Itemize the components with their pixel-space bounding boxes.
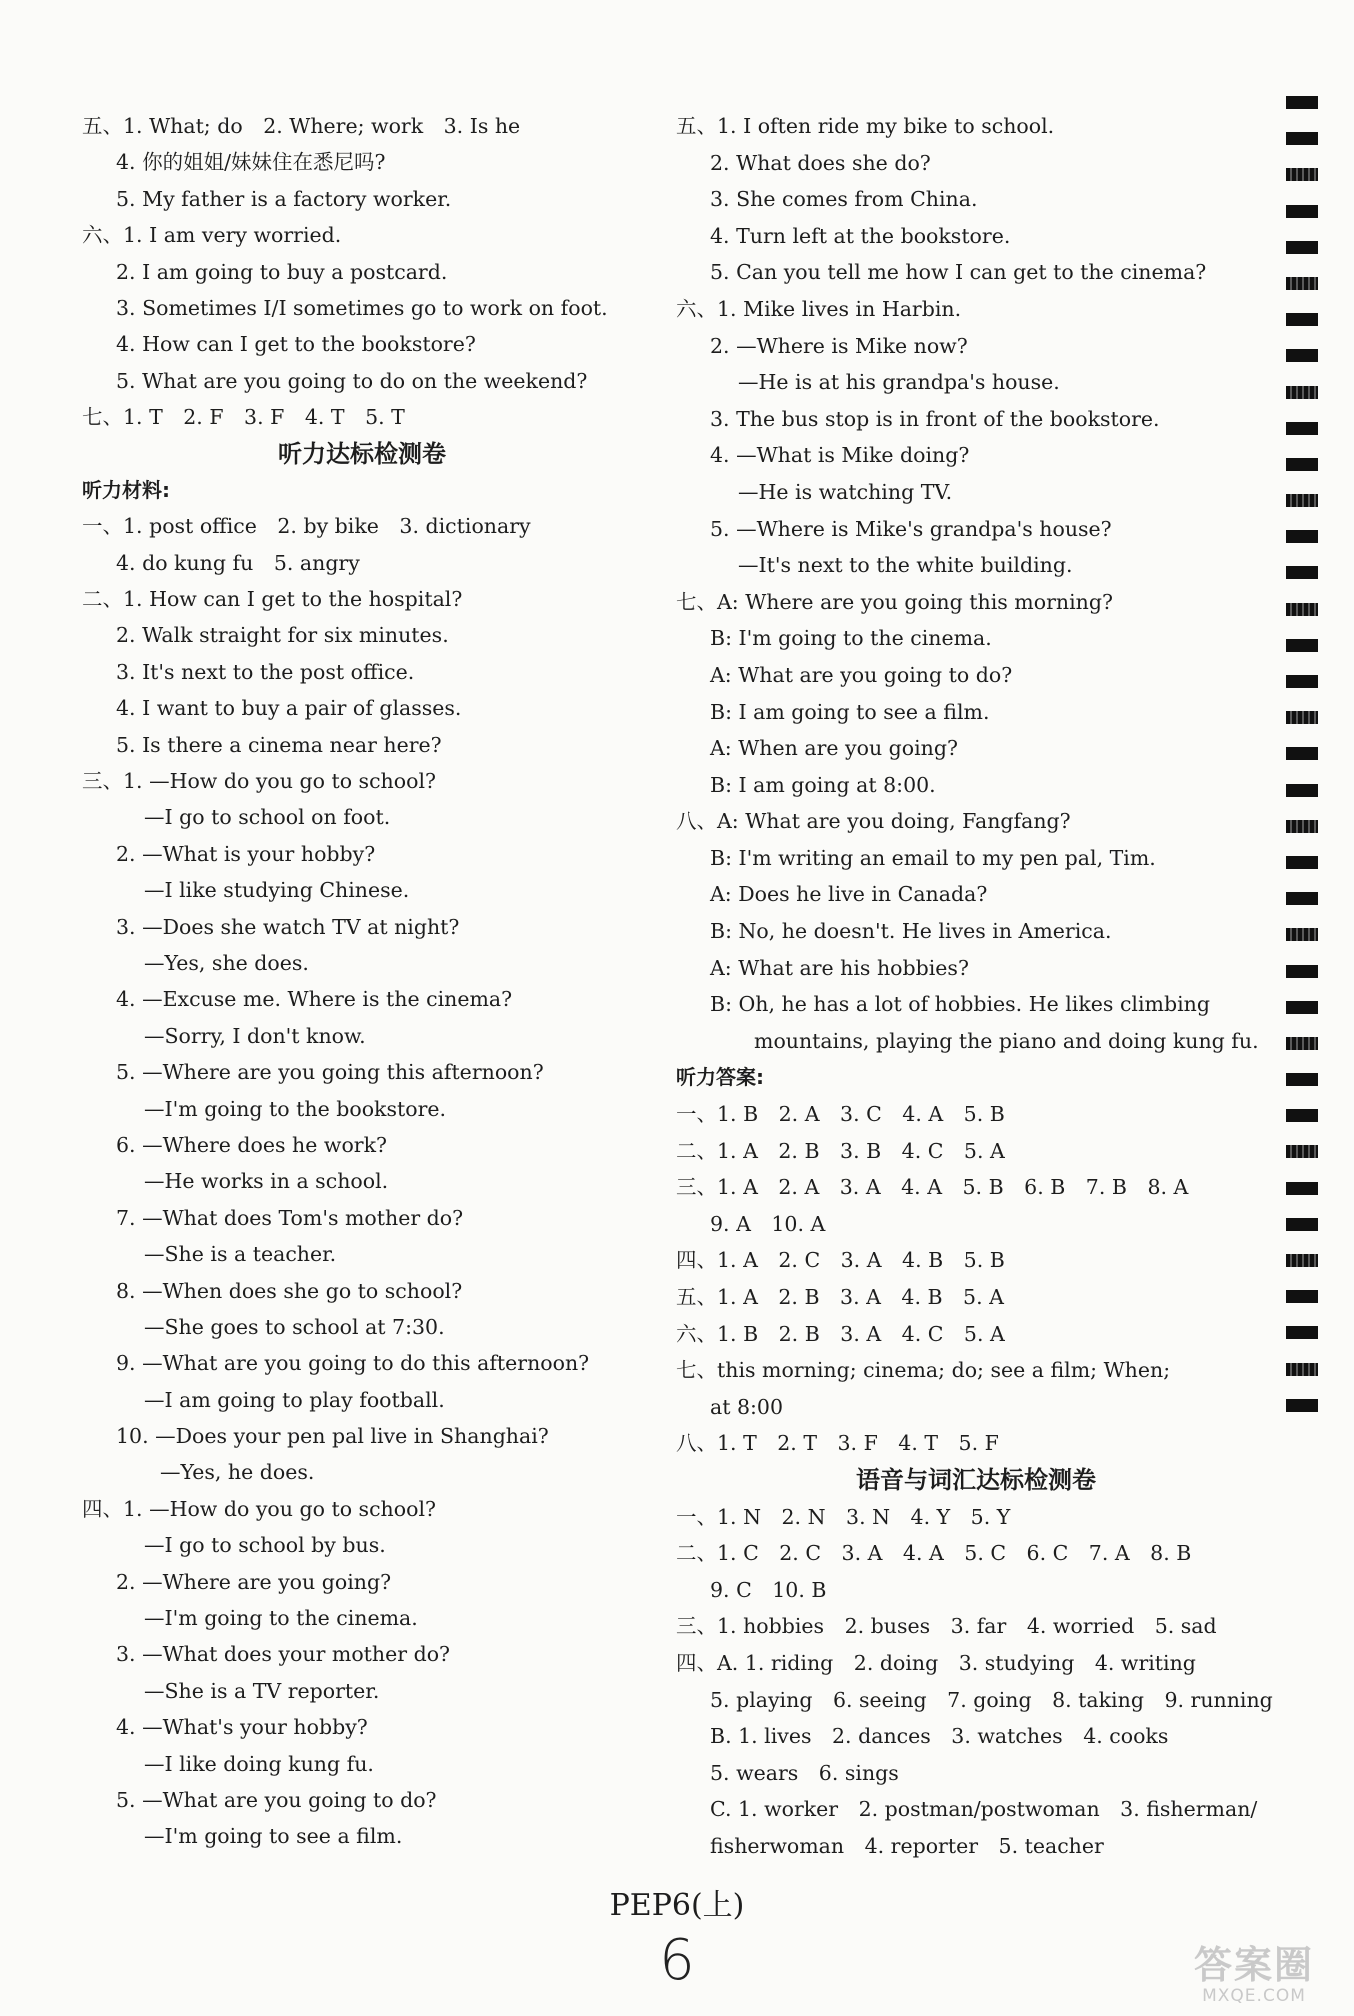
answer-line: 五、1. I often ride my bike to school. <box>676 114 1055 138</box>
answer-line: B: I'm going to the cinema. <box>710 626 992 651</box>
answer-line: —I go to school on foot. <box>144 805 391 830</box>
answer-line: —I like doing kung fu. <box>144 1751 374 1776</box>
answer-line: 3. Sometimes I/I sometimes go to work on foot. <box>116 295 608 320</box>
answer-line: —I go to school by bus. <box>144 1533 386 1558</box>
answer-line: 5. My father is a factory worker. <box>116 186 452 211</box>
answer-line: 5. Can you tell me how I can get to the cinema? <box>710 260 1207 285</box>
section-heading: 语音与词汇达标检测卷 <box>856 1465 1096 1494</box>
section-label: 听力材料: <box>82 477 170 502</box>
answer-line: 9. C 10. B <box>710 1577 827 1602</box>
answer-line: 五、1. A 2. B 3. A 4. B 5. A <box>676 1285 1004 1309</box>
edge-marker <box>1286 1399 1318 1412</box>
answer-line: 9. A 10. A <box>710 1211 826 1236</box>
answer-line: 四、1. A 2. C 3. A 4. B 5. B <box>676 1248 1005 1273</box>
answer-line: 五、1. What; do 2. Where; work 3. Is he <box>82 114 521 138</box>
edge-marker <box>1286 205 1318 218</box>
answer-line: 5. —What are you going to do? <box>116 1787 437 1812</box>
answer-line: —He is watching TV. <box>738 479 953 504</box>
answer-line: 4. Turn left at the bookstore. <box>710 223 1011 248</box>
answer-line: —I am going to play football. <box>144 1387 445 1412</box>
answer-line: 6. —Where does he work? <box>116 1132 388 1157</box>
answer-line: 八、A: What are you doing, Fangfang? <box>676 809 1071 834</box>
section-heading: 听力达标检测卷 <box>278 439 446 468</box>
answer-line: B: Oh, he has a lot of hobbies. He likes climbing <box>710 992 1210 1017</box>
answer-line: 8. —When does she go to school? <box>116 1278 463 1303</box>
answer-line: 2. Walk straight for six minutes. <box>116 623 449 648</box>
answer-line: 5. Is there a cinema near here? <box>116 732 442 757</box>
edge-marker <box>1286 313 1318 326</box>
edge-marker <box>1286 675 1318 688</box>
answer-line: 3. —Does she watch TV at night? <box>116 914 460 939</box>
edge-marker <box>1286 603 1318 616</box>
answer-line: B. 1. lives 2. dances 3. watches 4. cooks <box>710 1724 1169 1749</box>
answer-line: 5. wears 6. sings <box>710 1760 899 1785</box>
answer-line: 八、1. T 2. T 3. F 4. T 5. F <box>676 1431 999 1456</box>
answer-line: —I'm going to see a film. <box>144 1824 403 1849</box>
right-column <box>676 108 1276 1865</box>
answer-line: 六、1. B 2. B 3. A 4. C 5. A <box>676 1321 1005 1346</box>
watermark-title: 答案圈 <box>1193 1943 1314 1987</box>
answer-line: 2. —What is your hobby? <box>116 841 376 866</box>
answer-line: 5. —Where are you going this afternoon? <box>116 1060 544 1085</box>
watermark-url: MXQE.COM <box>1202 1986 1306 2006</box>
answer-line: 2. —Where is Mike now? <box>710 333 968 358</box>
left-column <box>82 108 642 1855</box>
answer-line: 3. She comes from China. <box>710 187 978 212</box>
answer-line: 4. 你的姐姐/妹妹住在悉尼吗? <box>116 150 386 175</box>
watermark-logo <box>1170 1944 1338 2006</box>
answer-line: 二、1. A 2. B 3. B 4. C 5. A <box>676 1138 1005 1163</box>
answer-line: —He is at his grandpa's house. <box>738 370 1060 395</box>
answer-line: 一、1. B 2. A 3. C 4. A 5. B <box>676 1102 1005 1127</box>
edge-marker <box>1286 639 1318 652</box>
answer-line: B: I'm writing an email to my pen pal, Tim. <box>710 845 1156 870</box>
answer-line: 四、A. 1. riding 2. doing 3. studying 4. writing <box>676 1650 1196 1675</box>
answer-line: 2. —Where are you going? <box>116 1569 392 1594</box>
answer-line: A: What are his hobbies? <box>710 955 969 980</box>
answer-line: 二、1. How can I get to the hospital? <box>82 587 463 612</box>
answer-line: 4. —Excuse me. Where is the cinema? <box>116 987 513 1012</box>
edge-marker <box>1286 1326 1318 1339</box>
answer-line: mountains, playing the piano and doing kung fu. <box>754 1028 1259 1053</box>
edge-marker <box>1286 458 1318 471</box>
answer-line: —Sorry, I don't know. <box>144 1023 366 1048</box>
answer-line: 四、1. —How do you go to school? <box>82 1496 436 1521</box>
answer-line: —She is a teacher. <box>144 1242 337 1267</box>
answer-line: 2. I am going to buy a postcard. <box>116 259 448 284</box>
section-label: 听力答案: <box>676 1065 764 1090</box>
edge-marker <box>1286 1290 1318 1303</box>
edge-marker <box>1286 566 1318 579</box>
edge-marker <box>1286 820 1318 833</box>
answer-line: 3. —What does your mother do? <box>116 1642 451 1667</box>
edge-marker <box>1286 1145 1318 1158</box>
answer-line: A: When are you going? <box>710 736 959 761</box>
answer-line: 4. do kung fu 5. angry <box>116 550 360 575</box>
answer-line: 5. playing 6. seeing 7. going 8. taking 9. running <box>710 1687 1273 1712</box>
answer-line: 七、1. T 2. F 3. F 4. T 5. T <box>82 405 405 430</box>
edge-marker <box>1286 928 1318 941</box>
answer-line: —It's next to the white building. <box>738 553 1073 578</box>
answer-line: 二、1. C 2. C 3. A 4. A 5. C 6. C 7. A 8. B <box>676 1541 1192 1566</box>
answer-line: 三、1. hobbies 2. buses 3. far 4. worried 5. sad <box>676 1614 1217 1639</box>
edge-marker <box>1286 168 1318 181</box>
answer-line: B: I am going at 8:00. <box>710 772 936 797</box>
edge-marker <box>1286 711 1318 724</box>
answer-line: —He works in a school. <box>144 1169 389 1194</box>
answer-line: 10. —Does your pen pal live in Shanghai? <box>116 1424 549 1449</box>
answer-line: at 8:00 <box>710 1394 784 1419</box>
answer-line: 5. —Where is Mike's grandpa's house? <box>710 516 1112 541</box>
edge-marker <box>1286 1182 1318 1195</box>
answer-line: 3. It's next to the post office. <box>116 659 415 684</box>
edge-markers <box>1286 96 1318 1435</box>
edge-marker <box>1286 530 1318 543</box>
answer-line: C. 1. worker 2. postman/postwoman 3. fisherman/ <box>710 1797 1258 1822</box>
answer-line: 一、1. post office 2. by bike 3. dictionary <box>82 514 531 539</box>
answer-line: A: Does he live in Canada? <box>710 882 988 907</box>
edge-marker <box>1286 1109 1318 1122</box>
answer-line: 六、1. Mike lives in Harbin. <box>676 296 962 321</box>
answer-line: 2. What does she do? <box>710 150 931 175</box>
edge-marker <box>1286 784 1318 797</box>
edge-marker <box>1286 349 1318 362</box>
answer-line: 4. —What is Mike doing? <box>710 443 970 468</box>
edge-marker <box>1286 892 1318 905</box>
answer-line: 4. —What's your hobby? <box>116 1715 368 1740</box>
answer-line: 3. The bus stop is in front of the bookstore. <box>710 406 1160 431</box>
answer-line: 7. —What does Tom's mother do? <box>116 1205 464 1230</box>
answer-line: 一、1. N 2. N 3. N 4. Y 5. Y <box>676 1504 1011 1529</box>
edge-marker <box>1286 277 1318 290</box>
edge-marker <box>1286 494 1318 507</box>
answer-line: 三、1. A 2. A 3. A 4. A 5. B 6. B 7. B 8. A <box>676 1175 1189 1200</box>
page-number: 6 <box>659 1928 695 1993</box>
answer-line: —Yes, she does. <box>144 950 309 975</box>
answer-line: 六、1. I am very worried. <box>82 223 342 248</box>
edge-marker <box>1286 1363 1318 1376</box>
edge-marker <box>1286 1254 1318 1267</box>
answer-line: 4. I want to buy a pair of glasses. <box>116 696 462 721</box>
answer-line: A: What are you going to do? <box>710 662 1013 687</box>
edge-marker <box>1286 132 1318 145</box>
edge-marker <box>1286 965 1318 978</box>
edge-marker <box>1286 1001 1318 1014</box>
answer-line: 七、this morning; cinema; do; see a film; When; <box>676 1358 1171 1383</box>
edge-marker <box>1286 96 1318 109</box>
answer-line: —I'm going to the bookstore. <box>144 1096 447 1121</box>
answer-line: B: I am going to see a film. <box>710 699 990 724</box>
edge-marker <box>1286 422 1318 435</box>
answer-line: fisherwoman 4. reporter 5. teacher <box>710 1833 1104 1858</box>
answer-line: —I'm going to the cinema. <box>144 1606 418 1631</box>
answer-line: 七、A: Where are you going this morning? <box>676 589 1113 614</box>
edge-marker <box>1286 1218 1318 1231</box>
edge-marker <box>1286 856 1318 869</box>
answer-line: —She is a TV reporter. <box>144 1678 380 1703</box>
edge-marker <box>1286 1073 1318 1086</box>
edge-marker <box>1286 241 1318 254</box>
edge-marker <box>1286 386 1318 399</box>
edge-marker <box>1286 1037 1318 1050</box>
answer-line: —She goes to school at 7:30. <box>144 1314 445 1339</box>
answer-line: B: No, he doesn't. He lives in America. <box>710 919 1112 944</box>
answer-line: 4. How can I get to the bookstore? <box>116 332 476 357</box>
answer-line: 9. —What are you going to do this afternoon? <box>116 1351 590 1376</box>
answer-line: —I like studying Chinese. <box>144 878 410 903</box>
answer-line: 5. What are you going to do on the weekend? <box>116 368 588 393</box>
answer-line: —Yes, he does. <box>160 1460 315 1485</box>
book-code: PEP6(上) <box>609 1888 745 1923</box>
answer-line: 三、1. —How do you go to school? <box>82 769 436 794</box>
edge-marker <box>1286 747 1318 760</box>
